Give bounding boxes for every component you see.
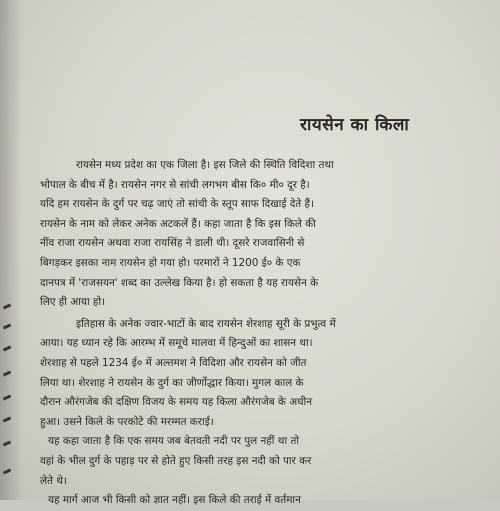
text-line: हुआ। उसने किले के परकोटे की मरम्मत कराई। xyxy=(40,415,214,428)
stitch-mark xyxy=(3,323,12,329)
text-line: भोपाल के बीच में है। रायसेन नगर से सांची लगभग बीस कि० मी० दूर है। xyxy=(40,178,310,191)
stitch-mark xyxy=(3,468,12,474)
text-line: दौरान औरंगजेब की दक्षिण विजय के समय यह किला औरंगजेब के अधीन xyxy=(40,396,312,409)
text-line: लिया था। शेरशाह ने रायसेन के दुर्ग का जीर्णोद्धार किया। मुगल काल के xyxy=(40,376,304,389)
text-line: रायसेन मध्य प्रदेश का एक जिला है। इस जिले की स्थिति विदिशा तथा xyxy=(76,159,334,171)
page-title: रायसेन का किला xyxy=(300,115,410,135)
stitch-mark xyxy=(3,416,12,422)
stitch-mark xyxy=(3,370,12,376)
body-text xyxy=(40,156,482,511)
stitch-mark xyxy=(3,345,12,351)
text-line: यदि हम रायसेन के दुर्ग पर चढ़ जाएं तो सांची के स्तूप साफ दिखाई देते हैं। xyxy=(40,198,314,211)
text-line: लेते थे। xyxy=(40,474,67,487)
text-line: लिए ही आया हो। xyxy=(40,296,106,309)
text-line: इतिहास के अनेक ज्वार-भाटों के बाद रायसेन शेरशाह सूरी के प्रभुत्व में xyxy=(76,317,336,330)
text-line: बिगड़कर इसका नाम रायसेन हो गया हो। परमारों ने 1200 ई० के एक xyxy=(40,256,301,269)
text-line: वहां के भील दुर्ग के पहाड़ पर से होते हुए किसी तरह इस नदी को पार कर xyxy=(40,454,312,467)
stitch-mark xyxy=(3,394,12,400)
stitch-mark xyxy=(3,440,12,446)
text-line: यह मार्ग आज भी किसी को ज्ञात नहीं। इस किले की तराई में वर्तमान xyxy=(48,494,301,507)
binding-stitches xyxy=(0,0,20,500)
text-line: आया। यह ध्यान रहे कि आरम्भ में समूचे मालवा में हिन्दुओं का शासन था। xyxy=(40,337,313,350)
text-line: नींव राजा रायसेन अथवा राजा रायसिंह ने डाली थी। दूसरे राजवासिनी से xyxy=(40,237,305,250)
text-line: दानपत्र में 'राजसयन' शब्द का उल्लेख किया है। हो सकता है यह रायसेन के xyxy=(40,276,319,289)
text-line: यह कहा जाता है कि एक समय जब बेतवती नदी पर पुल नहीं था तो xyxy=(48,435,300,448)
stitch-mark xyxy=(3,303,12,309)
text-line: रायसेन के नाम को लेकर अनेक अटकलें हैं। कहा जाता है कि इस किले की xyxy=(40,217,316,230)
text-line: शेरशाह से पहले 1234 ई० में अल्तमश ने विदिशा और रायसेन को जीत xyxy=(40,356,307,369)
